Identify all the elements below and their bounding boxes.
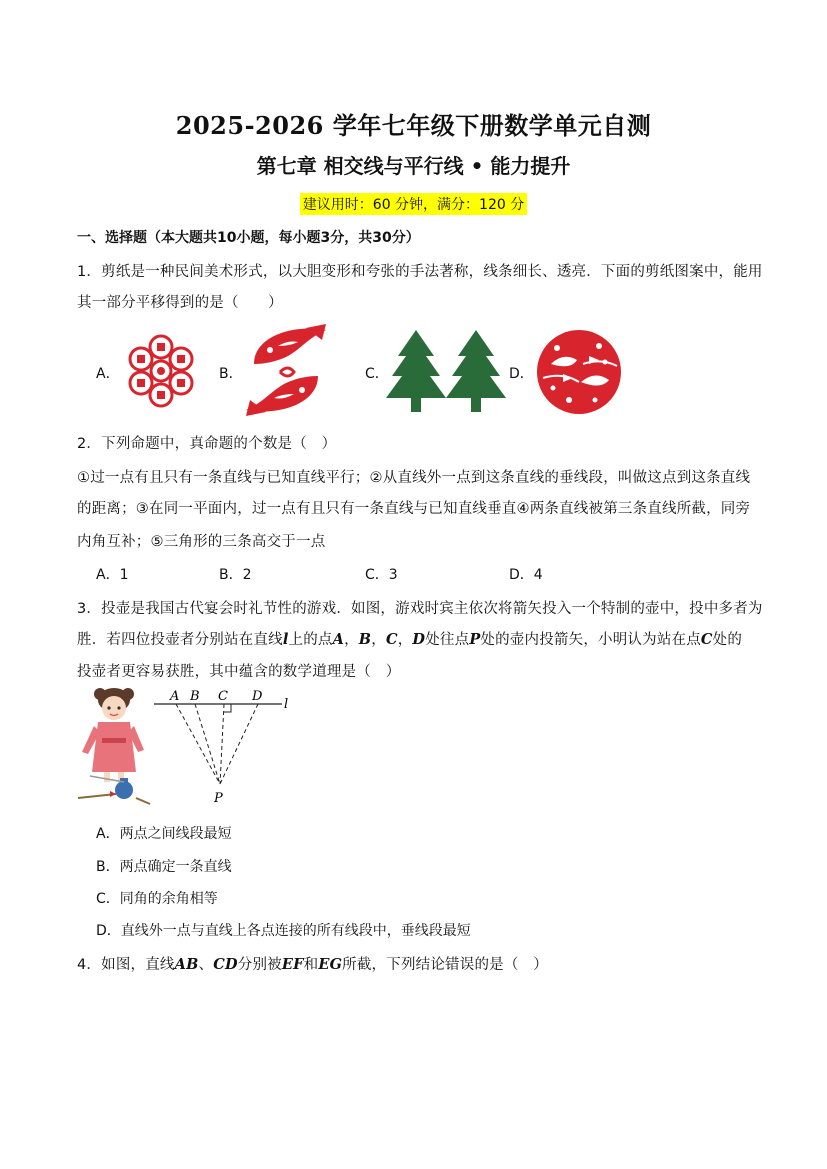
- q3-line2-text-d: 处的壶内投箭矢，小明认为站在点: [480, 632, 701, 648]
- q4-text-a: 4．如图，直线: [77, 957, 175, 973]
- q1-line1: 1．剪纸是一种民间美术形式，以大胆变形和夸张的手法著称，线条细长、透亮．下面的剪纸图案中，能用: [77, 264, 763, 280]
- q4-stem: [77, 953, 548, 974]
- page-title: 2025-2026 学年七年级下册数学单元自测: [175, 111, 652, 140]
- time-note-wrapper: [0, 193, 827, 215]
- q1-option-d-label: D．: [509, 366, 534, 382]
- q4-text-c: 分别被: [237, 957, 282, 973]
- q4-text-d: 和: [303, 957, 319, 973]
- q3-option-c: C．同角的余角相等: [96, 891, 218, 907]
- q1-option-a-label: A．: [96, 366, 120, 382]
- var-ef: EF: [281, 956, 304, 973]
- section-heading: 一、选择题（本大题共10小题，每小题3分，共30分）: [77, 230, 420, 246]
- q3-line2-text-b: 上的点: [288, 632, 333, 648]
- q2-option-b: B．2: [219, 567, 252, 583]
- q3-line2-text-a: 胜．若四位投壶者分别站在直线: [77, 632, 283, 648]
- var-b: B: [358, 631, 372, 648]
- q3-line1: 3．投壶是我国古代宴会时礼节性的游戏．如图，游戏时宾主依次将箭矢投入一个特制的壶中，投中多者为: [77, 601, 763, 617]
- segment-pd: [220, 704, 258, 784]
- girl-throwing-arrows-illustration: [76, 686, 152, 808]
- q3-option-d: D．直线外一点与直线上各点连接的所有线段中，垂线段最短: [96, 923, 471, 939]
- label-d: D: [252, 689, 263, 704]
- q4-text-b: 、: [198, 957, 214, 973]
- segment-pa: [176, 704, 220, 784]
- q2-option-a: A．1: [96, 567, 129, 583]
- q3-option-b: B．两点确定一条直线: [96, 859, 232, 875]
- label-l: l: [284, 697, 289, 712]
- q2-line2: 的距离；③在同一平面内，过一点有且只有一条直线与已知直线垂直④两条直线被第三条直线所截，同旁: [77, 501, 751, 517]
- q2-stem: 2．下列命题中，真命题的个数是（ ）: [77, 436, 337, 452]
- papercut-birds-icon: [533, 328, 625, 416]
- var-p: P: [469, 631, 481, 648]
- q3-line2: [77, 628, 742, 649]
- var-cd: CD: [213, 956, 238, 973]
- var-c: C: [385, 631, 398, 648]
- q2-line1: ①过一点有且只有一条直线与已知直线平行；②从直线外一点到这条直线的垂线段，叫做这点到这条直线: [77, 470, 751, 486]
- chapter-subtitle: 第七章 相交线与平行线 • 能力提升: [256, 154, 571, 178]
- q3-line2-text-e: 处的: [712, 632, 743, 648]
- q2-line3: 内角互补；⑤三角形的三条高交于一点: [77, 534, 326, 550]
- q2-option-c: C．3: [365, 567, 398, 583]
- q3-sep-2: ，: [371, 632, 386, 648]
- label-p: P: [214, 791, 223, 806]
- var-eg: EG: [318, 956, 343, 973]
- q3-sep-3: ，: [397, 632, 413, 648]
- label-b: B: [190, 689, 200, 704]
- papercut-trees-icon: [386, 330, 508, 412]
- right-angle-mark: [224, 704, 231, 712]
- q3-line2-text-c: 处往点: [425, 632, 470, 648]
- q1-option-b-label: B．: [219, 366, 243, 382]
- q1-option-c-label: C．: [365, 366, 389, 382]
- q3-line3: 投壶者更容易获胜，其中蕴含的数学道理是（ ）: [77, 664, 401, 680]
- segment-pc: [220, 704, 224, 784]
- q3-sep-1: ，: [344, 632, 359, 648]
- q2-option-d: D．4: [509, 567, 543, 583]
- var-d: D: [412, 631, 426, 648]
- label-c: C: [218, 689, 228, 704]
- q4-text-e: 所截，下列结论错误的是（ ）: [342, 957, 548, 973]
- q1-line2: 其一部分平移得到的是（ ）: [77, 295, 283, 311]
- var-l: l: [282, 631, 289, 648]
- label-a: A: [170, 689, 180, 704]
- segment-pb: [195, 704, 220, 784]
- var-ab: AB: [174, 956, 199, 973]
- papercut-fish-icon: [244, 324, 328, 416]
- var-c-2: C: [700, 631, 713, 648]
- q3-option-a: A．两点之间线段最短: [96, 826, 232, 842]
- q3-geometry-figure: [150, 686, 300, 810]
- var-a: A: [332, 631, 345, 648]
- time-note: 建议用时：60 分钟，满分：120 分: [300, 193, 527, 215]
- papercut-flower-icon: [120, 330, 202, 412]
